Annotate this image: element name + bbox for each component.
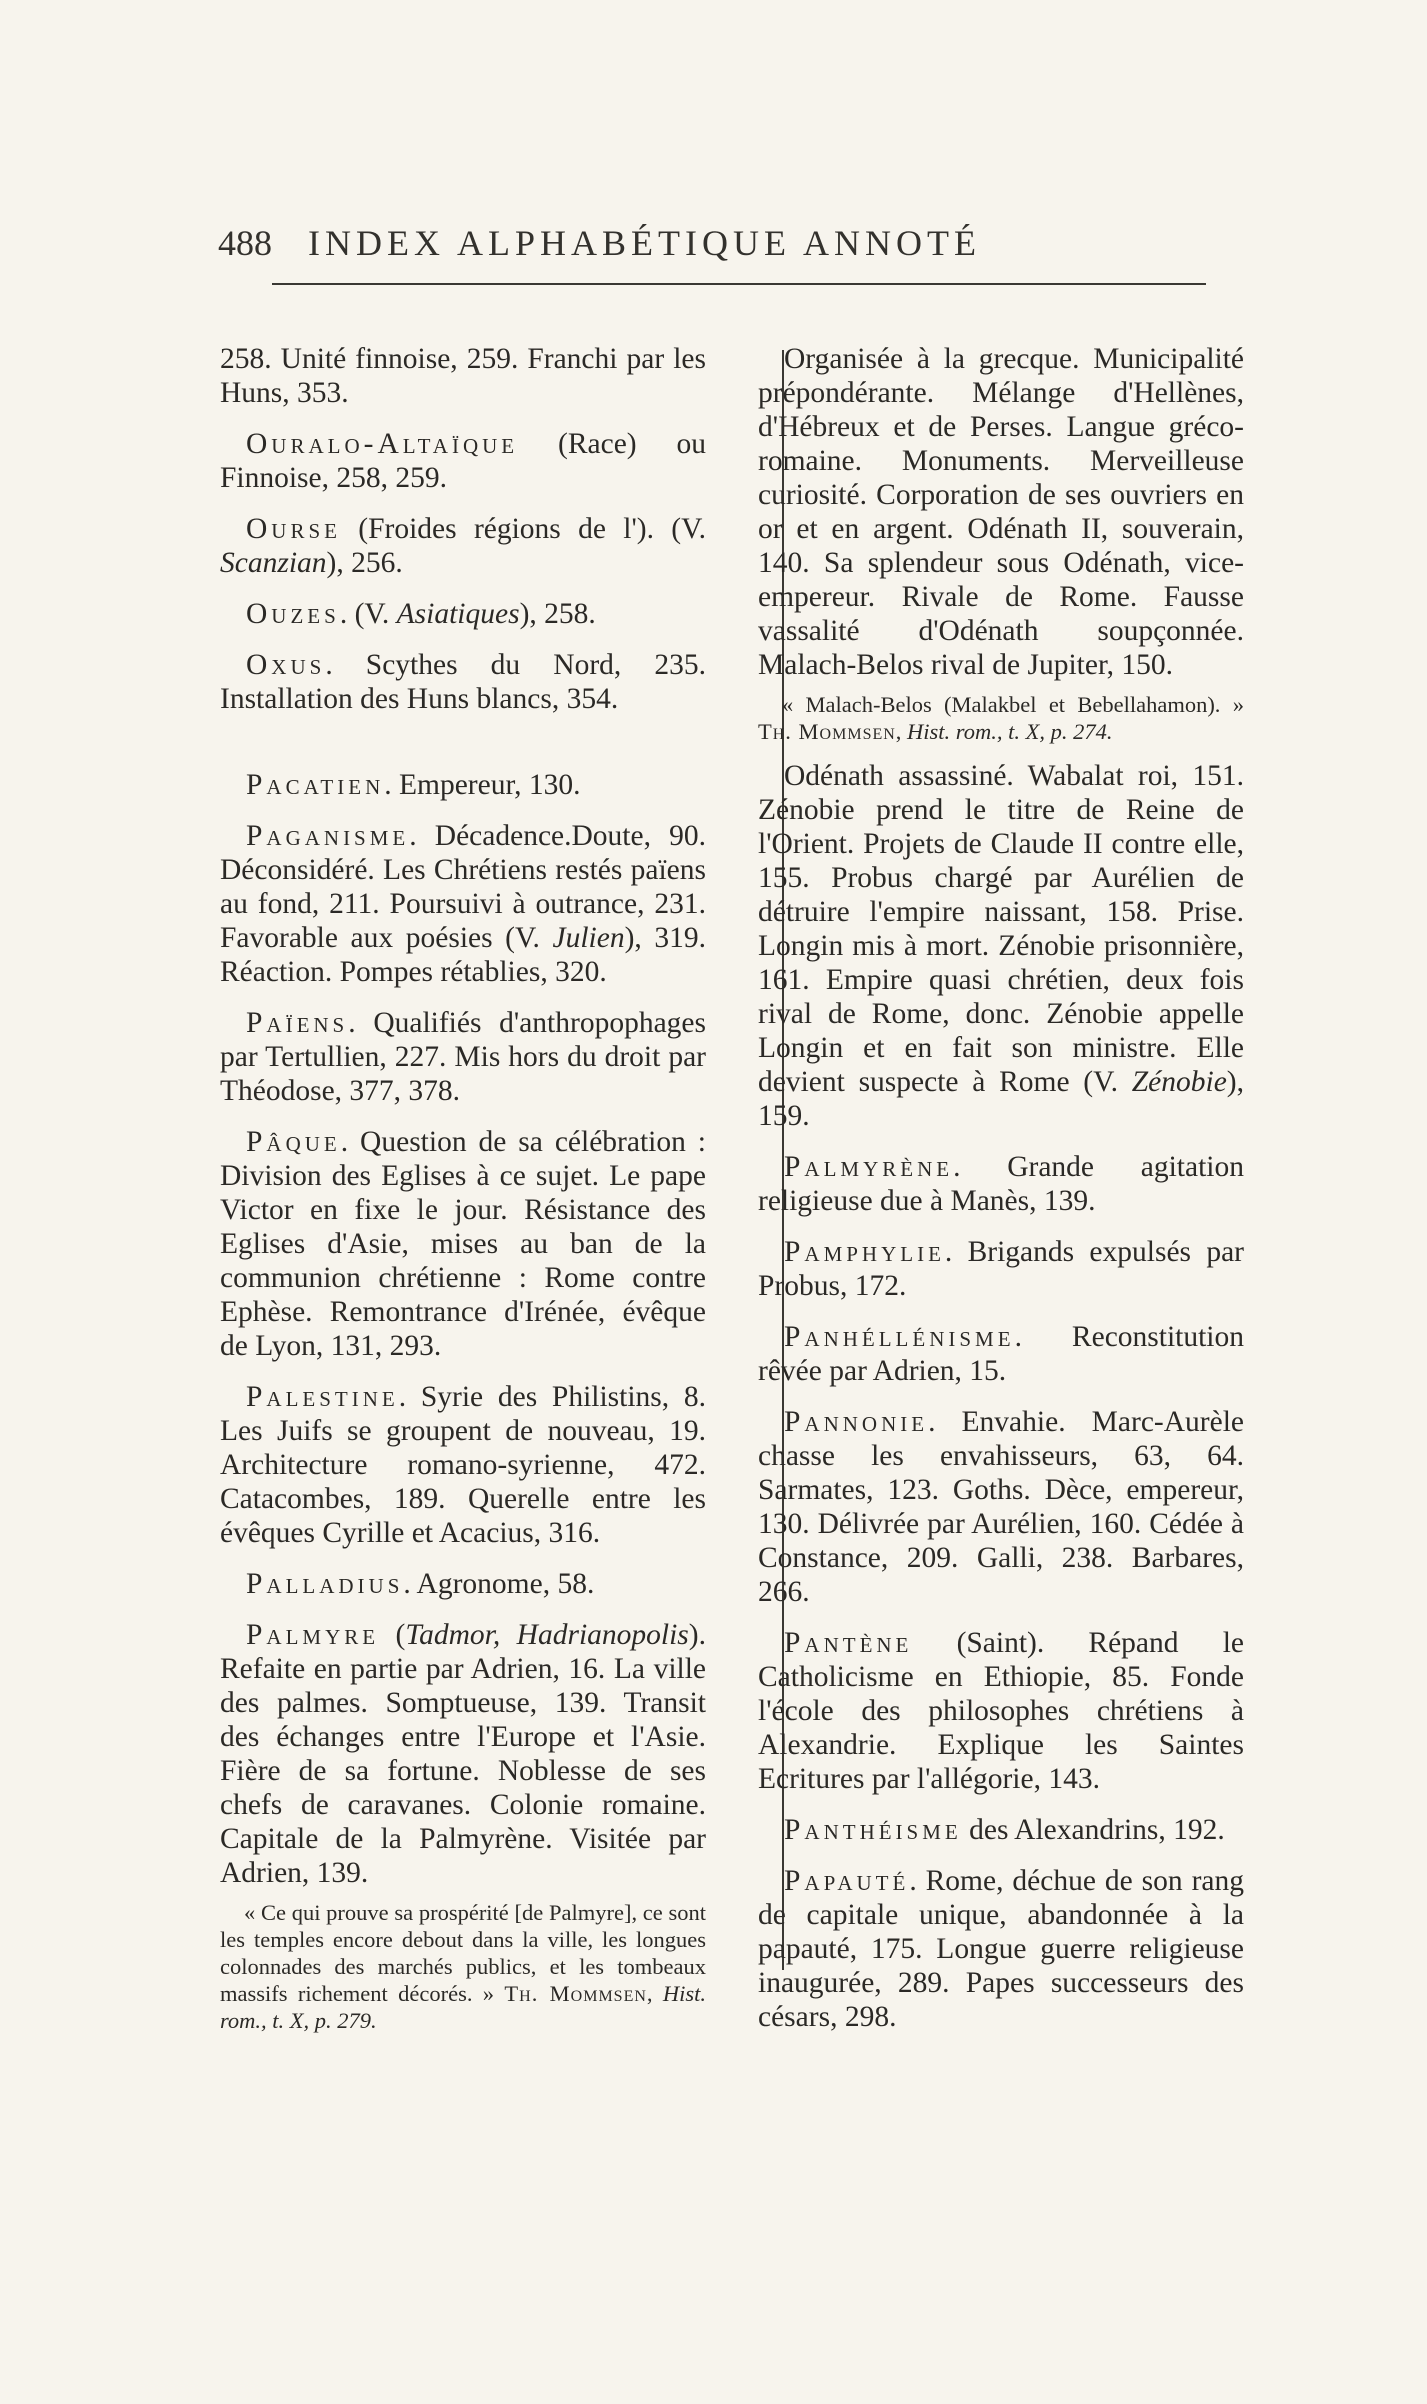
entry-panhellenisme: Panhéllénisme. Reconstitution rêvée par Adrien, 15. (758, 1321, 1244, 1387)
headword: Palmyre (246, 1619, 380, 1651)
entry-ouzes: Ouzes. (V. Asiatiques), 258. (246, 598, 596, 630)
headword: Oxus (246, 649, 326, 681)
entry-palmyrene: Palmyrène. Grande agitation religieuse due à Manès, 139. (758, 1151, 1244, 1217)
entry-pamphylie: Pamphylie. Brigands expulsés par Probus, 172. (758, 1236, 1244, 1302)
entry-pantheisme: Panthéisme des Alexandrins, 192. (784, 1814, 1225, 1846)
headword: Pâque (246, 1126, 341, 1158)
headword: Ouzes (246, 598, 340, 630)
entry-papaute: Papauté. Rome, déchue de son rang de capitale unique, abandonnée à la papauté, 175. Longue guerre religieuse inaugurée, 289. Papes successeurs des césars, 298. (758, 1865, 1244, 2033)
headword: Palladius (246, 1568, 404, 1600)
entry-palestine: Palestine. Syrie des Philistins, 8. Les Juifs se groupent de nouveau, 19. Architecture romano-syrienne, 472. Catacombes, 189. Querelle entre les évêques Cyrille et Acacius, 316. (220, 1381, 706, 1549)
entry-paganisme: Paganisme. Décadence.Doute, 90. Déconsidéré. Les Chrétiens restés païens au fond, 211. Poursuivi à outrance, 231. Favorable aux poésies (V. Julien), 319. Réaction. Pompes rétablies, 320. (220, 820, 706, 988)
entry-palmyre-continued-2: Odénath assassiné. Wabalat roi, 151. Zénobie prend le titre de Reine de l'Orient. Projets de Claude II contre elle, 155. Probus chargé par Aurélien de détruire l'empire naissant, 158. Prise. Longin mis à mort. Zénobie prisonnière, 161. Empire quasi chrétien, deux fois rival de Rome, donc. Zénobie appelle Longin et en fait son ministre. Elle devient suspecte à Rome (V. Zénobie), 159. (758, 760, 1244, 1132)
footnote-quote: « Ce qui prouve sa prospérité [de Palmyre], ce sont les temples encore debout dans la ville, les longues colonnades des marchés publics, et les tombeaux massifs richement décorés. » Th. Mommsen, Hist. rom., t. X, p. 279. (220, 1900, 706, 2033)
entry-paiens: Païens. Qualifiés d'anthropophages par Tertullien, 227. Mis hors du droit par Théodose, 377, 378. (220, 1007, 706, 1107)
headword: Pantène (784, 1627, 913, 1659)
headword: Pamphylie (784, 1236, 945, 1268)
headword: Palmyrène (784, 1151, 954, 1183)
headword: Païens (246, 1007, 349, 1039)
headword: Ourse (246, 513, 341, 545)
running-header (218, 222, 1218, 264)
footnote-quote: « Malach-Belos (Malakbel et Bebellahamon). » Th. Mommsen, Hist. rom., t. X, p. 274. (758, 692, 1244, 744)
entry-continuation: 258. Unité finnoise, 259. Franchi par les Huns, 353. (220, 343, 706, 409)
page-number: 488 (218, 223, 272, 263)
entry-ouralo-altaique: Ouralo-Altaïque (Race) ou Finnoise, 258, 259. (220, 428, 706, 494)
headword: Ouralo-Altaïque (246, 428, 519, 460)
entry-palmyre: Palmyre (Tadmor, Hadrianopolis). Refaite en partie par Adrien, 16. La ville des palmes. Somptueuse, 139. Transit des échanges entre l'Europe et l'Asie. Fière de sa fortune. Noblesse de ses chefs de caravanes. Colonie romaine. Capitale de la Palmyrène. Visitée par Adrien, 139. (220, 1619, 706, 1889)
right-column (758, 342, 1244, 2051)
entry-paque: Pâque. Question de sa célébration : Division des Eglises à ce sujet. Le pape Victor en fixe le jour. Résistance des Eglises d'Asie, mises au ban de la communion chrétienne : Rome contre Ephèse. Remontrance d'Irénée, évêque de Lyon, 131, 293. (220, 1126, 706, 1362)
entry-palladius: Palladius. Agronome, 58. (246, 1568, 595, 1600)
left-column (220, 342, 706, 2048)
headword: Pacatien (246, 769, 385, 801)
headword: Panthéisme (784, 1814, 962, 1846)
headword: Palestine (246, 1381, 399, 1413)
entry-oxus: Oxus. Scythes du Nord, 235. Installation des Huns blancs, 354. (220, 649, 706, 715)
headword: Panhéllénisme (784, 1321, 1015, 1353)
entry-pacatien: Pacatien. Empereur, 130. (246, 769, 581, 801)
entry-palmyre-continued: Organisée à la grecque. Municipalité prépondérante. Mélange d'Hellènes, d'Hébreux et de Perses. Langue gréco-romaine. Monuments. Merveilleuse curiosité. Corporation de ses ouvriers en or et en argent. Odénath II, souverain, 140. Sa splendeur sous Odénath, vice-empereur. Rivale de Rome. Fausse vassalité d'Odénath soupçonnée. Malach-Belos rival de Jupiter, 150. (758, 343, 1244, 681)
entry-ourse: Ourse (Froides régions de l'). (V. Scanzian), 256. (220, 513, 706, 579)
headword: Papauté (784, 1865, 910, 1897)
page-title: INDEX ALPHABÉTIQUE ANNOTÉ (308, 223, 981, 263)
entry-pannonie: Pannonie. Envahie. Marc-Aurèle chasse les envahisseurs, 63, 64. Sarmates, 123. Goths. Dèce, empereur, 130. Délivrée par Aurélien, 160. Cédée à Constance, 209. Galli, 238. Barbares, 266. (758, 1406, 1244, 1608)
header-rule (272, 283, 1206, 285)
headword: Paganisme (246, 820, 410, 852)
entry-pantene: Pantène (Saint). Répand le Catholicisme en Ethiopie, 85. Fonde l'école des philosophes chrétiens à Alexandrie. Explique les Saintes Ecritures par l'allégorie, 143. (758, 1627, 1244, 1795)
headword: Pannonie (784, 1406, 929, 1438)
